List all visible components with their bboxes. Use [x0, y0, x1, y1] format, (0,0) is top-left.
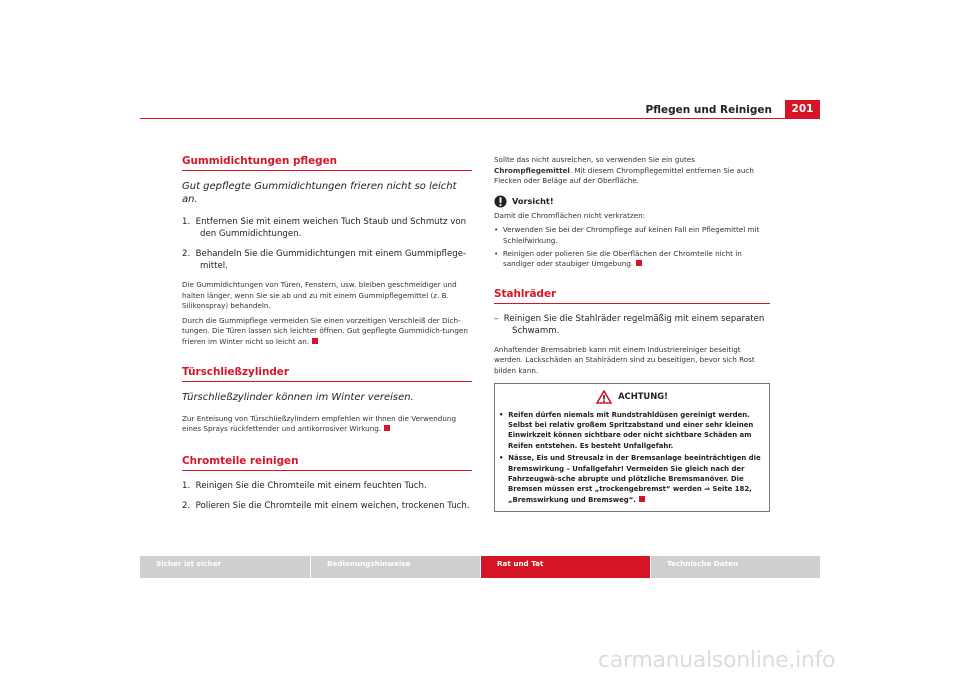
section-subheading-tuerschliesszylinder: Türschließzylinder können im Winter vereisen.: [182, 391, 414, 403]
warning-bullet-1: • Reifen dürfen niemals mit Rundstrahldüsen gereinigt werden. Selbst bei relativ großem Spritzabstand und einer sehr kleinen Einwirkzeit können sichtbare oder nicht sichtbare Schäden am Reifen entstehen. Es besteht Unfallgefahr.: [499, 410, 754, 450]
footer-tab-technische-daten[interactable]: Technische Daten: [650, 556, 820, 578]
step-stahl: – Reinigen Sie die Stahlräder regelmäßig mit einem separaten Schwamm.: [494, 313, 765, 336]
caution-heading-text: Vorsicht!: [512, 195, 554, 206]
warning-bullet-2: • Nässe, Eis und Streusalz in der Bremsanlage beeinträchtigen die Bremswirkung – Unfallgefahr! Vermeiden Sie gleich nach der Fahrzeugwä-sche abrupte und plötzliche Bremsmanöver. Die Bremsen müssen erst „trockengebremst“ werden ⇒ Seite 182, „Bremswirkung und Bremsweg“.: [499, 454, 761, 504]
warning-triangle-icon: [596, 390, 612, 404]
caution-heading: [494, 195, 770, 208]
warning-heading-text: ACHTUNG!: [618, 391, 668, 402]
step-1-gummi: 1. Entfernen Sie mit einem weichen Tuch Staub und Schmutz von den Gummidichtungen.: [182, 217, 467, 239]
caution-bullet-1-text: Verwenden Sie bei der Chrompflege auf keinen Fall ein Pflegemittel mit Schleifwirkung.: [502, 225, 760, 245]
section-heading-gummidichtungen: Gummidichtungen pflegen: [182, 155, 472, 171]
section-end-marker: [636, 260, 642, 266]
warning-box: [494, 383, 770, 513]
section-end-marker: [639, 496, 645, 502]
watermark-text: carmanualsonline.info: [598, 648, 836, 673]
section-subheading-gummidichtungen: Gut gepflegte Gummidichtungen frieren nicht so leicht an.: [182, 181, 457, 205]
paragraph-stahl: Anhaftender Bremsabrieb kann mit einem Industriereiniger beseitigt werden. Lackschäden an Stahlrädern sind zu beseitigen, bevor sich Rost bilden kann.: [494, 344, 755, 375]
section-heading-chromteile: Chromteile reinigen: [182, 455, 472, 471]
chrom-text-a: Sollte das nicht ausreichen, so verwenden Sie ein gutes: [494, 155, 695, 164]
caution-bullet-2-text: Reinigen oder polieren Sie die Oberflächen der Chromteile nicht in sandiger oder staubiger Umgebung.: [502, 248, 742, 269]
step-2-gummi: 2. Behandeln Sie die Gummidichtungen mit einem Gummipflege-mittel.: [182, 249, 467, 271]
section-end-marker: [312, 338, 318, 344]
paragraph-chrom-continued: [494, 155, 770, 187]
right-column: [494, 155, 770, 512]
footer-tab-sicher-ist-sicher[interactable]: Sicher ist sicher: [140, 556, 310, 578]
caution-bullet-1: • Verwenden Sie bei der Chrompflege auf keinen Fall ein Pflegemittel mit Schleifwirkung.: [494, 225, 760, 245]
page-number: 201: [785, 100, 820, 119]
left-column: [182, 155, 472, 520]
caution-icon: [494, 195, 507, 208]
chrom-text-bold: Chrompflegemittel: [494, 165, 570, 175]
section-end-marker: [384, 425, 390, 431]
paragraph-gummi-2: [182, 316, 472, 348]
warning-heading: [495, 384, 769, 410]
footer-navigation: [140, 556, 820, 578]
footer-tab-rat-und-tat[interactable]: Rat und Tat: [480, 556, 650, 578]
paragraph-gummi-2-text: Durch die Gummipflege vermeiden Sie einen vorzeitigen Verschleiß der Dich-tungen. Die Türen lassen sich leichter öffnen. Gut gepflegte Gummidich-tungen frieren im Winter nicht so leicht an.: [182, 315, 468, 346]
step-2-chrom: 2. Polieren Sie die Chromteile mit einem weichen, trockenen Tuch.: [182, 500, 470, 511]
section-heading-tuerschliesszylinder: Türschließzylinder: [182, 366, 472, 382]
watermark: [598, 648, 948, 676]
warning-body: [495, 410, 769, 512]
chrom-text-b: . Mit diesem Chrompflegemittel entfernen Sie auch Flecken oder Beläge auf der Oberfläche.: [494, 165, 754, 186]
page-header-title: Pflegen und Reinigen: [645, 104, 772, 116]
warning-bullet-1-text: Reifen dürfen niemals mit Rundstrahldüsen gereinigt werden. Selbst bei relativ großem Spritzabstand und einer sehr kleinen Einwirkzeit können sichtbare oder nicht sichtbare Schäden am Reifen entstehen. Es besteht Unfallgefahr.: [508, 410, 754, 450]
paragraph-schliess-text: Zur Enteisung von Türschließzylindern empfehlen wir Ihnen die Verwendung eines Sprays rückfettender und antikorrosiver Wirkung.: [182, 413, 457, 434]
paragraph-gummi-1: Die Gummidichtungen von Türen, Fenstern, usw. bleiben geschmeidiger und halten länger, wenn Sie sie ab und zu mit einem Gummipflegemittel (z. B. Silikonspray) behandeln.: [182, 280, 457, 311]
caution-bullet-2: • Reinigen oder polieren Sie die Oberflächen der Chromteile nicht in sandiger oder staubiger Umgebung.: [494, 248, 742, 269]
header-divider: [140, 118, 820, 119]
paragraph-schliess: [182, 414, 472, 435]
step-1-chrom: 1. Reinigen Sie die Chromteile mit einem feuchten Tuch.: [182, 480, 427, 491]
warning-bullet-2-text: Nässe, Eis und Streusalz in der Bremsanlage beeinträchtigen die Bremswirkung – Unfallgefahr! Vermeiden Sie gleich nach der Fahrzeugwä-sche abrupte und plötzliche Bremsmanöver. Die Bremsen müssen erst „trockengebremst“ werden ⇒ Seite 182, „Bremswirkung und Bremsweg“.: [508, 454, 761, 504]
section-heading-stahlraeder: Stahlräder: [494, 288, 770, 304]
caution-intro: Damit die Chromflächen nicht verkratzen:: [494, 210, 646, 220]
footer-tab-bedienungshinweise[interactable]: Bedienungshinweise: [310, 556, 480, 578]
